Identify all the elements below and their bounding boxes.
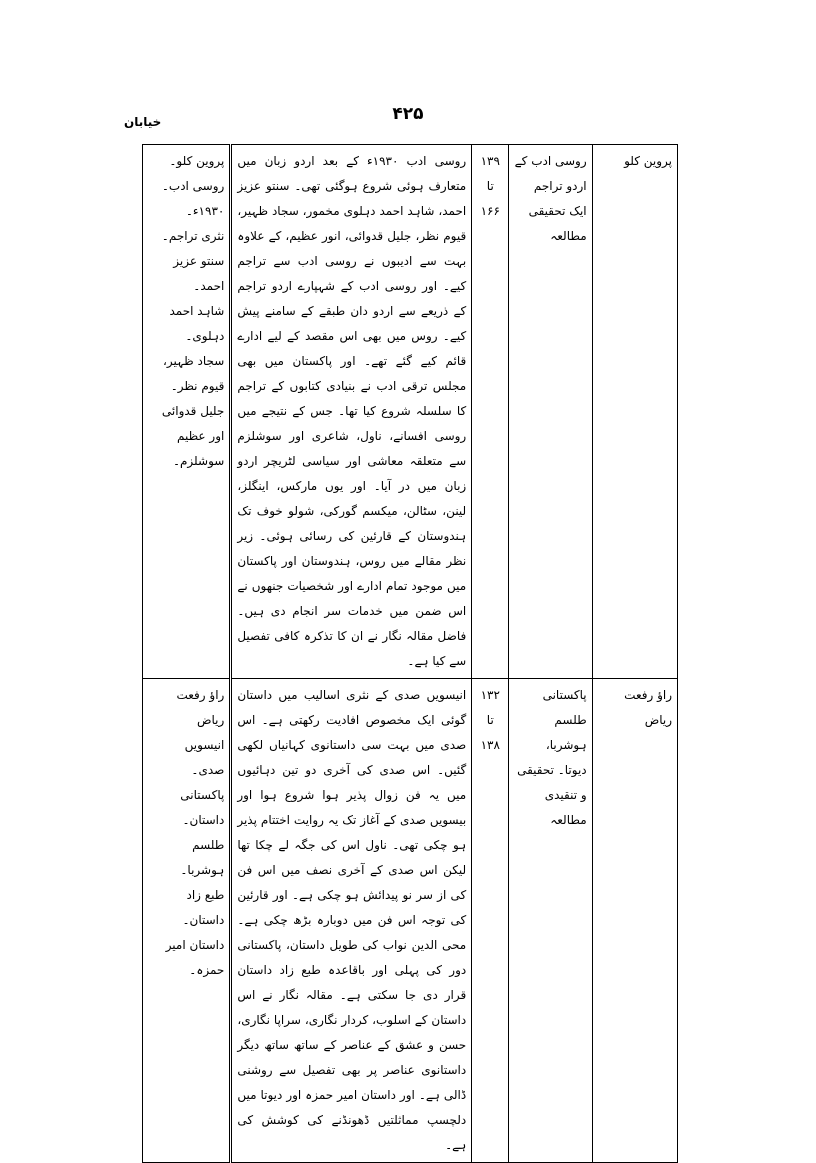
- keyword: پروین کلو۔: [169, 154, 225, 168]
- page-end: ۱۳۸: [480, 738, 500, 752]
- keyword: طبع زاد داستان۔: [182, 888, 225, 927]
- keyword: روسی ادب۔: [161, 179, 225, 193]
- author-cell: راؤ رفعت ریاض: [592, 679, 677, 1163]
- keywords-cell: [143, 145, 231, 679]
- keyword: انیسویں صدی۔: [184, 738, 225, 777]
- keyword: پاکستانی داستان۔: [180, 788, 225, 827]
- index-table: [142, 144, 678, 1163]
- table-row: [143, 145, 678, 679]
- running-title: خیابان: [124, 115, 162, 129]
- page-start: ۱۳۲: [480, 688, 500, 702]
- keyword: سنتو عزیز احمد۔: [173, 254, 225, 293]
- pages-cell: [472, 679, 509, 1163]
- page-separator: تا: [486, 713, 494, 727]
- keyword: شاہد احمد دہلوی۔: [169, 304, 225, 343]
- keyword: جلیل قدوائی اور عظیم: [161, 404, 225, 443]
- abstract-cell: روسی ادب ۱۹۳۰ء کے بعد اردو زبان میں متعارف ہوئی شروع ہوگئی تھی۔ سنتو عزیز احمد، شاہد احمد دہلوی مخمور، سجاد ظہیر، قیوم نظر، جلیل قدوائی، انور عظیم، کے علاوہ بہت سے ادیبوں نے روسی ادب سے تراجم کیے۔ اور روسی ادب کے شہپارے اردو تراجم کے ذریعے سے اردو دان طبقے کے سامنے پیش کیے۔ روس میں بھی اس مقصد کے لیے ادارے قائم کیے گئے تھے۔ اور پاکستان میں بھی مجلس ترقی ادب نے بنیادی کتابوں کے تراجم کا سلسلہ شروع کیا تھا۔ جس کے نتیجے میں روسی افسانے، ناول، شاعری اور سوشلزم سے متعلقہ معاشی اور سیاسی لٹریچر اردو زبان میں در آیا۔ اور یوں مارکس، اینگلز، لینن، سٹالن، میکسم گورکی، شولو خوف تک ہندوستان کے قارئین کی رسائی ہوئی۔ زیر نظر مقالے میں روس، ہندوستان اور پاکستان میں موجود تمام ادارے اور شخصیات جنھوں نے اس ضمن میں خدمات سر انجام دی ہیں۔ فاضل مقالہ نگار نے ان کا تذکرہ کافی تفصیل سے کیا ہے۔: [231, 145, 472, 679]
- keyword: راؤ رفعت ریاض: [176, 688, 225, 727]
- author-cell: پروین کلو: [592, 145, 677, 679]
- keyword: سوشلزم۔: [172, 454, 225, 468]
- keyword: ۱۹۳۰ء۔: [185, 204, 225, 218]
- title-cell: پاکستانی طلسم ہوشربا، دیوتا۔ تحقیقی و تنقیدی مطالعہ: [509, 679, 592, 1163]
- page-number: ۴۲۵: [392, 104, 424, 124]
- pages-cell: [472, 145, 509, 679]
- page-end: ۱۶۶: [480, 204, 500, 218]
- abstract-cell: انیسویں صدی کے نثری اسالیب میں داستان گوئی ایک مخصوص افادیت رکھتی ہے۔ اس صدی میں بہت سی داستانوی کہانیاں لکھی گئیں۔ اس صدی کی آخری دو تین دہائیوں میں یہ فن زوال پذیر ہوا شروع ہوا اور بیسویں صدی کے آغاز تک یہ روایت اختتام پذیر ہو چکی تھی۔ ناول اس کی جگہ لے چکا تھا لیکن اس صدی کے آخری نصف میں اس فن کی از سر نو پیدائش ہو چکی ہے۔ اور قارئین کی توجہ اس فن میں دوبارہ بڑھ چکی ہے۔ محی الدین نواب کی طویل داستان، پاکستانی دور کی پہلی اور باقاعدہ طبع زاد داستان قرار دی جا سکتی ہے۔ مقالہ نگار نے اس داستان کے اسلوب، کردار نگاری، سراپا نگاری، حسن و عشق کے عناصر کے ساتھ ساتھ دیگر داستانوی عناصر پر بھی تفصیل سے روشنی ڈالی ہے۔ اور داستان امیر حمزہ اور دیوتا میں دلچسپ مماثلتیں ڈھونڈنے کی کوشش کی ہے۔: [231, 679, 472, 1163]
- table-row: [143, 679, 678, 1163]
- page-separator: تا: [486, 179, 494, 193]
- title-cell: روسی ادب کے اردو تراجم ایک تحقیقی مطالعہ: [509, 145, 592, 679]
- keywords-cell: [143, 679, 231, 1163]
- keyword: داستان امیر حمزہ۔: [165, 938, 225, 977]
- keyword: نثری تراجم۔: [161, 229, 225, 243]
- page-start: ۱۳۹: [480, 154, 500, 168]
- keyword: سجاد ظہیر، قیوم نظر۔: [163, 354, 225, 393]
- keyword: طلسم ہوشربا۔: [180, 838, 225, 877]
